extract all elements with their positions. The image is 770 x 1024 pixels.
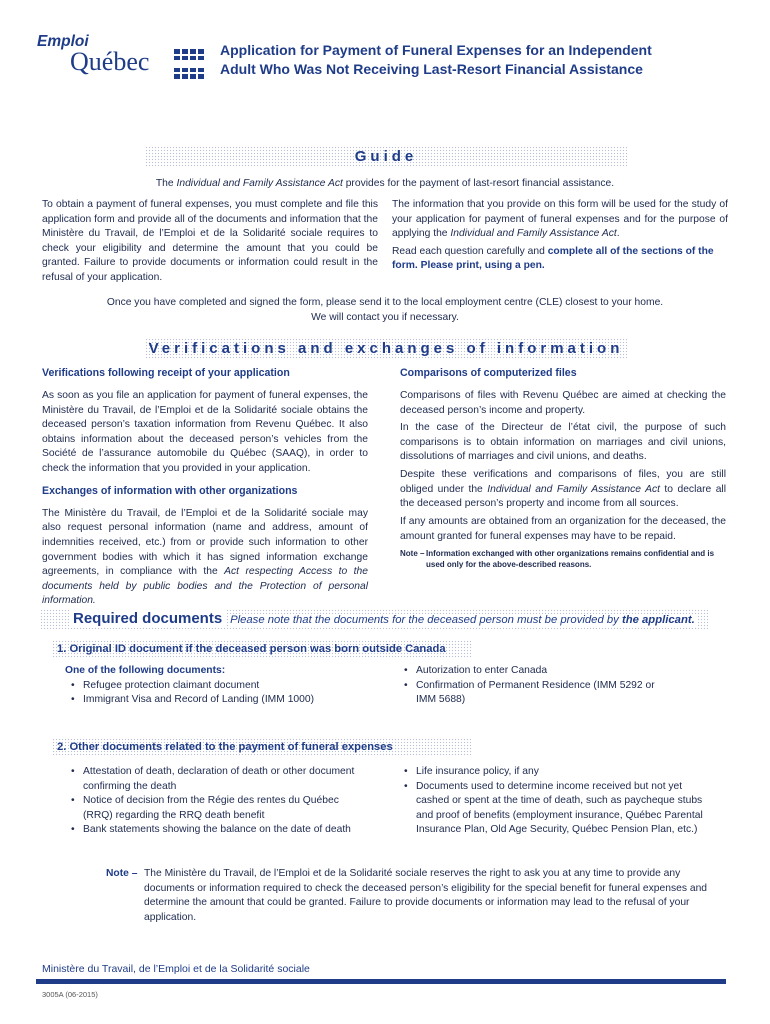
form-code: 3005A (06-2015) [42,990,98,999]
required-subtitle-pre: Please note that the documents for the deceased person must be provided by [230,614,622,626]
verifications-heading: Verifications and exchanges of information [148,340,624,357]
section2-right-list [404,765,704,838]
section1-intro: One of the following documents: [65,665,226,676]
list-item: • Immigrant Visa and Record of Landing (IMM 1000) [71,694,315,706]
list-item: • Attestation of death, declaration of death or other document confirming the death [71,766,355,792]
guide-intro [0,177,770,192]
guide-send-line1: Once you have completed and signed the form, please send it to the local employment centre (CLE) closest to your home. [106,297,664,308]
section1-left-list [71,679,385,708]
verifications-note [400,548,726,570]
logo-quebec: Québec [70,47,150,76]
form-title-line2: Adult Who Was Not Receiving Last-Resort Financial Assistance [220,61,643,77]
list-item-text: Immigrant Visa and Record of Landing (IMM 1000) [83,694,315,706]
required-note [106,867,710,925]
verifications-left-column [42,366,368,609]
list-item-text: Documents used to determine income received but not yet cashed or spent at the time of death, such as paycheque stubs and proof of benefits (employment insurance, Québec Parental Insurance Plan, Old Age Security, Québec Pension Plan, etc.) [416,780,703,836]
list-item: • Life insurance policy, if any [404,766,539,777]
verifications-left-paragraph2 [42,507,368,609]
section1-left [65,664,385,708]
verifications-left-heading2: Exchanges of information with other organizations [42,484,298,497]
section2-left [71,765,371,838]
guide-read-bold: complete all of the sections of the form. Please print, using a pen. [392,245,714,272]
verifications-note-text: Information exchanged with other organizations remains confidential and is used only for the above-described reasons. [426,549,715,570]
guide-right-post: . [616,228,620,240]
verifications-right-column [400,366,726,571]
list-item-text: Autorization to enter Canada [416,665,548,676]
verifications-right-paragraph3-act: Individual and Family Assistance Act [487,483,660,495]
guide-right-act: Individual and Family Assistance Act [450,228,617,240]
list-item-text: Attestation of death, declaration of death or other document confirming the death [83,766,355,792]
verifications-note-label: Note – [400,549,425,559]
list-item: • Bank statements showing the balance on the date of death [71,824,351,836]
section2-left-list [71,765,371,838]
list-item: • Autorization to enter Canada [404,665,548,676]
verifications-right-paragraph1: Comparisons of files with Revenu Québec are aimed at checking the deceased person’s income and property. [400,390,726,416]
required-heading-subtitle [228,614,697,626]
verifications-heading-band [145,338,627,359]
guide-intro-act: Individual and Family Assistance Act [176,178,343,189]
verifications-right-paragraph3-post: to declare all the deceased person’s property and income from all sources. [400,483,726,510]
required-heading-title: Required documents [70,610,225,627]
verifications-left-heading1: Verifications following receipt of your application [42,367,290,379]
section1-title: 1. Original ID document if the deceased person was born outside Canada [52,640,472,658]
verifications-right-paragraph2: In the case of the Directeur de l’état civil, the purpose of such comparisons is to obtain information on marriages and civil unions, dissolutions of marriages and civil unions, and deaths. [400,422,726,463]
guide-intro-pre: The [155,178,177,189]
list-item-text: Refugee protection claimant document [83,679,260,691]
guide-send-instructions [0,296,770,325]
required-heading [40,609,708,629]
required-note-label: Note – [106,868,138,879]
guide-right-paragraph [392,198,728,242]
verifications-left-paragraph1: As soon as you file an application for payment of funeral expenses, the Ministère du Travail, de l’Emploi et de la Solidarité sociale obtains the deceased person’s taxation information from Revenu Québec. It also obtains information about the deceased person’s vehicles from the Société de l’assurance automobile du Québec (SAAQ), in order to check the information that you provided in your application. [42,390,368,475]
list-item-text: Life insurance policy, if any [416,766,539,777]
verifications-right-paragraph4: If any amounts are obtained from an organization for the deceased, the amount granted for funeral expenses may have to be repaid. [400,515,726,542]
guide-read-instructions [392,245,728,274]
guide-read-pre: Read each question carefully and [392,245,548,257]
guide-heading: Guide [354,148,418,165]
logo-emploi: Emploi [37,33,89,50]
section1-right [404,664,694,708]
list-item-text: Bank statements showing the balance on the date of death [83,824,351,836]
verifications-right-paragraph3-pre: Despite these verifications and comparisons of files, you are still obliged under the [400,469,726,495]
list-item: • Notice of decision from the Régie des rentes du Québec (RRQ) regarding the RRQ death benefit [71,795,339,821]
guide-heading-band [145,146,627,167]
list-item: • Confirmation of Permanent Residence (IMM 5292 or IMM 5688) [404,679,655,706]
required-note-text: The Ministère du Travail, de l’Emploi et de la Solidarité sociale reserves the right to ask you at any time to provide any documents or information required to check the deceased person’s eligibility for the special benefit for funeral expenses and determine the amount that could be granted. Failure to provide documents or information may lead to the refusal of your application. [144,868,708,923]
footer-rule [36,979,726,984]
verifications-right-paragraph3 [400,468,726,512]
list-item: • Documents used to determine income received but not yet cashed or spent at the time of death, such as paycheque stubs and proof of benefits (employment insurance, Québec Parental Insurance Plan, Old Age Security, Québec Pension Plan, etc.) [404,780,703,836]
form-title [220,41,652,79]
section2-right [404,765,704,838]
footer-ministry: Ministère du Travail, de l’Emploi et de la Solidarité sociale [42,963,310,975]
verifications-left-paragraph2-pre: The Ministère du Travail, de l’Emploi et de la Solidarité sociale may also request personal information (name and address, amount of indemnities received, etc.) from or provide such information to other government bodies with which it has signed information exchange agreements, in compliance with the [42,507,368,578]
list-item: • Refugee protection claimant document [71,679,260,691]
guide-right-column [392,198,728,274]
logo [36,34,216,80]
guide-intro-post: provides for the payment of last-resort financial assistance. [342,178,615,189]
verifications-left-paragraph2-act: Act respecting Access to the documents held by public bodies and the Protection of personal information. [42,566,368,607]
section1-right-list [404,664,694,708]
verifications-right-heading: Comparisons of computerized files [400,367,577,379]
quebec-flag-icon [174,49,206,75]
form-title-line1: Application for Payment of Funeral Expenses for an Independent [220,42,652,58]
guide-send-line2: We will contact you if necessary. [311,311,459,323]
required-subtitle-bold: the applicant. [621,614,695,626]
list-item-text: Confirmation of Permanent Residence (IMM 5292 or IMM 5688) [416,679,655,706]
list-item-text: Notice of decision from the Régie des rentes du Québec (RRQ) regarding the RRQ death benefit [83,795,339,821]
guide-left-paragraph: To obtain a payment of funeral expenses, you must complete and file this application form and provide all of the documents and information that the Ministère du Travail, de l’Emploi et de la Solidarité sociale requires to check your eligibility and determine the amount that you could be granted. Failure to provide documents or information could result in the refusal of your application. [42,199,378,284]
guide-right-pre: The information that you provide on this form will be used for the study of your application for payment of funeral expenses and for the purpose of applying the [392,199,728,240]
section2-title: 2. Other documents related to the payment of funeral expenses [52,738,472,756]
